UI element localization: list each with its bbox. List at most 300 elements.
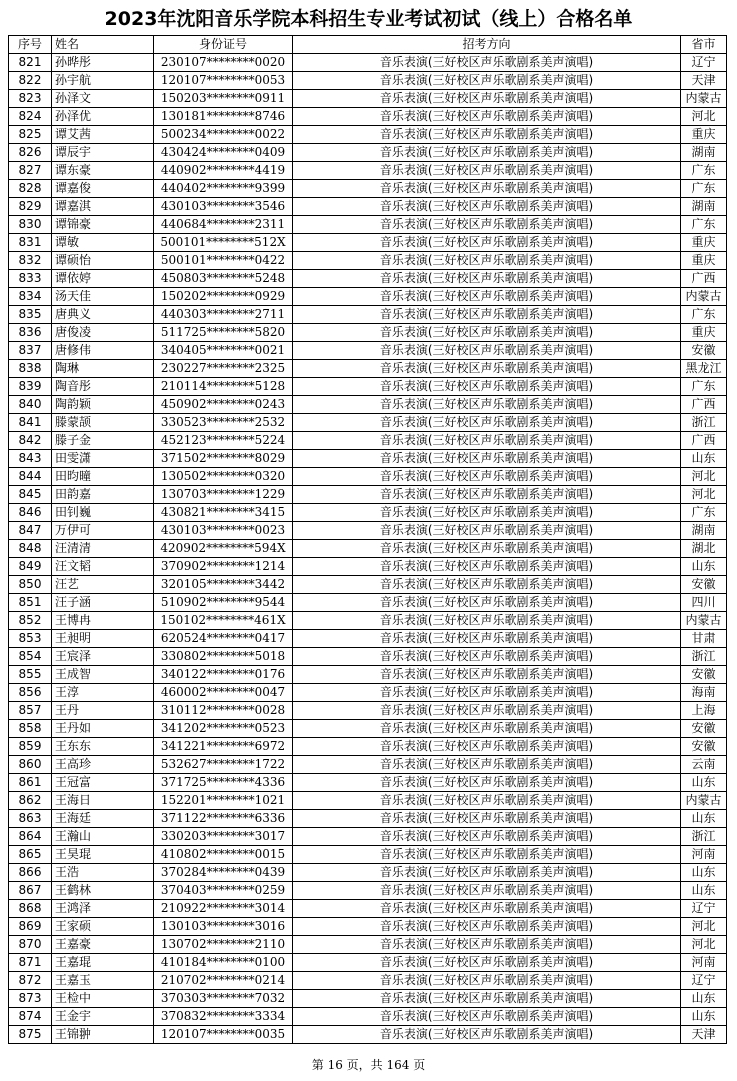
- page-title: 2023年沈阳音乐学院本科招生专业考试初试（线上）合格名单: [104, 8, 633, 30]
- row-name: 谭敏: [52, 234, 154, 252]
- row-id-number: 430103********0023: [154, 522, 293, 540]
- row-seq: 868: [9, 900, 52, 918]
- row-id-number: 370832********3334: [154, 1008, 293, 1026]
- row-major: 音乐表演(三好校区声乐歌剧系美声演唱): [293, 900, 681, 918]
- row-province: 广东: [681, 180, 727, 198]
- header-province: 省市: [681, 36, 727, 54]
- row-seq: 866: [9, 864, 52, 882]
- row-id-number: 440684********2311: [154, 216, 293, 234]
- row-name: 王海廷: [52, 810, 154, 828]
- row-seq: 865: [9, 846, 52, 864]
- row-province: 广东: [681, 162, 727, 180]
- table-row: [9, 432, 727, 450]
- row-id-number: 440303********2711: [154, 306, 293, 324]
- row-name: 孙泽优: [52, 108, 154, 126]
- row-name: 王昊琨: [52, 846, 154, 864]
- row-seq: 838: [9, 360, 52, 378]
- row-province: 广西: [681, 270, 727, 288]
- row-seq: 842: [9, 432, 52, 450]
- row-major: 音乐表演(三好校区声乐歌剧系美声演唱): [293, 828, 681, 846]
- row-province: 湖南: [681, 144, 727, 162]
- row-province: 重庆: [681, 252, 727, 270]
- row-seq: 857: [9, 702, 52, 720]
- header-seq: 序号: [9, 36, 52, 54]
- row-name: 田韵嘉: [52, 486, 154, 504]
- row-province: 重庆: [681, 234, 727, 252]
- row-name: 王海日: [52, 792, 154, 810]
- row-major: 音乐表演(三好校区声乐歌剧系美声演唱): [293, 234, 681, 252]
- row-major: 音乐表演(三好校区声乐歌剧系美声演唱): [293, 450, 681, 468]
- row-name: 唐俊凌: [52, 324, 154, 342]
- row-major: 音乐表演(三好校区声乐歌剧系美声演唱): [293, 54, 681, 72]
- row-seq: 824: [9, 108, 52, 126]
- row-name: 汤天佳: [52, 288, 154, 306]
- row-major: 音乐表演(三好校区声乐歌剧系美声演唱): [293, 162, 681, 180]
- row-name: 孙晔彤: [52, 54, 154, 72]
- row-seq: 863: [9, 810, 52, 828]
- row-id-number: 150202********0929: [154, 288, 293, 306]
- table-row: [9, 738, 727, 756]
- row-province: 四川: [681, 594, 727, 612]
- row-province: 山东: [681, 1008, 727, 1026]
- row-id-number: 410802********0015: [154, 846, 293, 864]
- row-province: 河南: [681, 954, 727, 972]
- row-id-number: 430424********0409: [154, 144, 293, 162]
- row-id-number: 511725********5820: [154, 324, 293, 342]
- row-id-number: 120107********0053: [154, 72, 293, 90]
- table-row: [9, 900, 727, 918]
- row-id-number: 410184********0100: [154, 954, 293, 972]
- row-name: 汪清清: [52, 540, 154, 558]
- row-seq: 828: [9, 180, 52, 198]
- row-major: 音乐表演(三好校区声乐歌剧系美声演唱): [293, 396, 681, 414]
- row-province: 广东: [681, 504, 727, 522]
- table-row: [9, 72, 727, 90]
- row-major: 音乐表演(三好校区声乐歌剧系美声演唱): [293, 648, 681, 666]
- row-id-number: 370284********0439: [154, 864, 293, 882]
- row-seq: 843: [9, 450, 52, 468]
- table-row: [9, 846, 727, 864]
- row-id-number: 130702********2110: [154, 936, 293, 954]
- table-row: [9, 486, 727, 504]
- row-id-number: 532627********1722: [154, 756, 293, 774]
- row-name: 谭锦豪: [52, 216, 154, 234]
- row-seq: 848: [9, 540, 52, 558]
- row-name: 陶琳: [52, 360, 154, 378]
- row-id-number: 620524********0417: [154, 630, 293, 648]
- row-name: 谭嘉俊: [52, 180, 154, 198]
- table-row: [9, 828, 727, 846]
- row-id-number: 330203********3017: [154, 828, 293, 846]
- row-name: 王丹: [52, 702, 154, 720]
- row-name: 陶音彤: [52, 378, 154, 396]
- row-id-number: 450902********0243: [154, 396, 293, 414]
- table-row: [9, 576, 727, 594]
- row-major: 音乐表演(三好校区声乐歌剧系美声演唱): [293, 630, 681, 648]
- row-major: 音乐表演(三好校区声乐歌剧系美声演唱): [293, 198, 681, 216]
- row-province: 内蒙古: [681, 90, 727, 108]
- row-province: 内蒙古: [681, 288, 727, 306]
- table-row: [9, 954, 727, 972]
- row-id-number: 420902********594X: [154, 540, 293, 558]
- row-seq: 830: [9, 216, 52, 234]
- row-province: 安徽: [681, 720, 727, 738]
- row-province: 湖北: [681, 540, 727, 558]
- table-row: [9, 270, 727, 288]
- row-name: 汪文韬: [52, 558, 154, 576]
- row-province: 上海: [681, 702, 727, 720]
- row-seq: 872: [9, 972, 52, 990]
- row-province: 山东: [681, 450, 727, 468]
- table-row: [9, 324, 727, 342]
- row-id-number: 452123********5224: [154, 432, 293, 450]
- row-seq: 875: [9, 1026, 52, 1044]
- row-major: 音乐表演(三好校区声乐歌剧系美声演唱): [293, 522, 681, 540]
- row-name: 王鸿泽: [52, 900, 154, 918]
- table-row: [9, 1008, 727, 1026]
- row-province: 广西: [681, 396, 727, 414]
- row-province: 河北: [681, 468, 727, 486]
- row-id-number: 230107********0020: [154, 54, 293, 72]
- row-seq: 836: [9, 324, 52, 342]
- row-major: 音乐表演(三好校区声乐歌剧系美声演唱): [293, 558, 681, 576]
- row-id-number: 210702********0214: [154, 972, 293, 990]
- row-major: 音乐表演(三好校区声乐歌剧系美声演唱): [293, 954, 681, 972]
- row-name: 滕蒙颉: [52, 414, 154, 432]
- row-major: 音乐表演(三好校区声乐歌剧系美声演唱): [293, 108, 681, 126]
- table-row: [9, 144, 727, 162]
- row-name: 王家硕: [52, 918, 154, 936]
- table-row: [9, 162, 727, 180]
- table-row: [9, 180, 727, 198]
- row-province: 甘肃: [681, 630, 727, 648]
- row-seq: 846: [9, 504, 52, 522]
- row-major: 音乐表演(三好校区声乐歌剧系美声演唱): [293, 846, 681, 864]
- row-seq: 829: [9, 198, 52, 216]
- table-row: [9, 396, 727, 414]
- row-name: 谭辰宇: [52, 144, 154, 162]
- row-name: 汪子涵: [52, 594, 154, 612]
- row-id-number: 450803********5248: [154, 270, 293, 288]
- row-major: 音乐表演(三好校区声乐歌剧系美声演唱): [293, 936, 681, 954]
- table-row: [9, 378, 727, 396]
- row-major: 音乐表演(三好校区声乐歌剧系美声演唱): [293, 864, 681, 882]
- row-seq: 867: [9, 882, 52, 900]
- row-id-number: 341202********0523: [154, 720, 293, 738]
- row-major: 音乐表演(三好校区声乐歌剧系美声演唱): [293, 90, 681, 108]
- row-province: 安徽: [681, 342, 727, 360]
- row-major: 音乐表演(三好校区声乐歌剧系美声演唱): [293, 792, 681, 810]
- row-major: 音乐表演(三好校区声乐歌剧系美声演唱): [293, 360, 681, 378]
- row-major: 音乐表演(三好校区声乐歌剧系美声演唱): [293, 594, 681, 612]
- row-major: 音乐表演(三好校区声乐歌剧系美声演唱): [293, 126, 681, 144]
- table-row: [9, 792, 727, 810]
- row-name: 谭硕怡: [52, 252, 154, 270]
- row-major: 音乐表演(三好校区声乐歌剧系美声演唱): [293, 1008, 681, 1026]
- table-row: [9, 666, 727, 684]
- row-id-number: 371122********6336: [154, 810, 293, 828]
- row-seq: 826: [9, 144, 52, 162]
- row-name: 滕子金: [52, 432, 154, 450]
- row-seq: 858: [9, 720, 52, 738]
- row-name: 田雯潇: [52, 450, 154, 468]
- row-name: 唐典义: [52, 306, 154, 324]
- row-id-number: 130181********8746: [154, 108, 293, 126]
- row-seq: 850: [9, 576, 52, 594]
- row-major: 音乐表演(三好校区声乐歌剧系美声演唱): [293, 486, 681, 504]
- row-major: 音乐表演(三好校区声乐歌剧系美声演唱): [293, 612, 681, 630]
- row-seq: 873: [9, 990, 52, 1008]
- row-province: 山东: [681, 774, 727, 792]
- row-province: 重庆: [681, 126, 727, 144]
- row-seq: 822: [9, 72, 52, 90]
- row-province: 广东: [681, 306, 727, 324]
- table-row: [9, 252, 727, 270]
- row-seq: 869: [9, 918, 52, 936]
- row-id-number: 310112********0028: [154, 702, 293, 720]
- row-province: 云南: [681, 756, 727, 774]
- row-name: 谭东豪: [52, 162, 154, 180]
- row-id-number: 210114********5128: [154, 378, 293, 396]
- row-id-number: 370303********7032: [154, 990, 293, 1008]
- row-province: 河南: [681, 846, 727, 864]
- row-id-number: 510902********9544: [154, 594, 293, 612]
- table-row: [9, 288, 727, 306]
- row-id-number: 341221********6972: [154, 738, 293, 756]
- row-id-number: 120107********0035: [154, 1026, 293, 1044]
- table-row: [9, 216, 727, 234]
- table-row: [9, 756, 727, 774]
- row-major: 音乐表演(三好校区声乐歌剧系美声演唱): [293, 684, 681, 702]
- row-name: 万伊可: [52, 522, 154, 540]
- row-province: 湖南: [681, 522, 727, 540]
- row-province: 天津: [681, 72, 727, 90]
- row-id-number: 340122********0176: [154, 666, 293, 684]
- row-major: 音乐表演(三好校区声乐歌剧系美声演唱): [293, 918, 681, 936]
- row-name: 谭艾茜: [52, 126, 154, 144]
- table-row: [9, 504, 727, 522]
- page-footer: 第 16 页，共 164 页: [311, 1058, 426, 1072]
- row-province: 安徽: [681, 738, 727, 756]
- row-province: 浙江: [681, 648, 727, 666]
- table-row: [9, 342, 727, 360]
- table-row: [9, 990, 727, 1008]
- row-major: 音乐表演(三好校区声乐歌剧系美声演唱): [293, 702, 681, 720]
- row-major: 音乐表演(三好校区声乐歌剧系美声演唱): [293, 180, 681, 198]
- table-row: [9, 198, 727, 216]
- row-major: 音乐表演(三好校区声乐歌剧系美声演唱): [293, 720, 681, 738]
- row-name: 王高珍: [52, 756, 154, 774]
- row-province: 天津: [681, 1026, 727, 1044]
- row-major: 音乐表演(三好校区声乐歌剧系美声演唱): [293, 810, 681, 828]
- row-province: 山东: [681, 864, 727, 882]
- row-id-number: 370902********1214: [154, 558, 293, 576]
- row-province: 黑龙江: [681, 360, 727, 378]
- row-seq: 874: [9, 1008, 52, 1026]
- row-major: 音乐表演(三好校区声乐歌剧系美声演唱): [293, 468, 681, 486]
- row-seq: 827: [9, 162, 52, 180]
- row-seq: 870: [9, 936, 52, 954]
- table-row: [9, 558, 727, 576]
- row-province: 浙江: [681, 414, 727, 432]
- row-seq: 834: [9, 288, 52, 306]
- row-major: 音乐表演(三好校区声乐歌剧系美声演唱): [293, 324, 681, 342]
- row-id-number: 152201********1021: [154, 792, 293, 810]
- row-seq: 844: [9, 468, 52, 486]
- row-province: 安徽: [681, 576, 727, 594]
- table-row: [9, 918, 727, 936]
- table-header-row: [9, 36, 727, 54]
- row-seq: 864: [9, 828, 52, 846]
- row-id-number: 210922********3014: [154, 900, 293, 918]
- table-row: [9, 702, 727, 720]
- row-province: 河北: [681, 936, 727, 954]
- row-province: 广东: [681, 216, 727, 234]
- row-name: 孙泽文: [52, 90, 154, 108]
- row-id-number: 130502********0320: [154, 468, 293, 486]
- row-major: 音乐表演(三好校区声乐歌剧系美声演唱): [293, 216, 681, 234]
- header-name: 姓名: [52, 36, 154, 54]
- row-seq: 831: [9, 234, 52, 252]
- row-seq: 852: [9, 612, 52, 630]
- row-province: 内蒙古: [681, 612, 727, 630]
- row-seq: 851: [9, 594, 52, 612]
- row-name: 王东东: [52, 738, 154, 756]
- row-seq: 821: [9, 54, 52, 72]
- row-province: 内蒙古: [681, 792, 727, 810]
- row-name: 王浩: [52, 864, 154, 882]
- row-seq: 839: [9, 378, 52, 396]
- row-province: 浙江: [681, 828, 727, 846]
- row-seq: 854: [9, 648, 52, 666]
- row-id-number: 130103********3016: [154, 918, 293, 936]
- row-province: 重庆: [681, 324, 727, 342]
- row-seq: 825: [9, 126, 52, 144]
- row-major: 音乐表演(三好校区声乐歌剧系美声演唱): [293, 990, 681, 1008]
- row-province: 山东: [681, 990, 727, 1008]
- row-seq: 871: [9, 954, 52, 972]
- row-id-number: 500101********512X: [154, 234, 293, 252]
- table-row: [9, 90, 727, 108]
- header-id: 身份证号: [154, 36, 293, 54]
- row-id-number: 150203********0911: [154, 90, 293, 108]
- row-major: 音乐表演(三好校区声乐歌剧系美声演唱): [293, 756, 681, 774]
- row-major: 音乐表演(三好校区声乐歌剧系美声演唱): [293, 252, 681, 270]
- table-row: [9, 684, 727, 702]
- row-seq: 862: [9, 792, 52, 810]
- row-seq: 837: [9, 342, 52, 360]
- row-id-number: 430103********3546: [154, 198, 293, 216]
- table-row: [9, 522, 727, 540]
- row-major: 音乐表演(三好校区声乐歌剧系美声演唱): [293, 504, 681, 522]
- row-major: 音乐表演(三好校区声乐歌剧系美声演唱): [293, 882, 681, 900]
- row-id-number: 371725********4336: [154, 774, 293, 792]
- table-row: [9, 306, 727, 324]
- row-province: 河北: [681, 918, 727, 936]
- table-row: [9, 594, 727, 612]
- row-major: 音乐表演(三好校区声乐歌剧系美声演唱): [293, 432, 681, 450]
- row-id-number: 320105********3442: [154, 576, 293, 594]
- row-name: 王丹如: [52, 720, 154, 738]
- table-row: [9, 648, 727, 666]
- row-major: 音乐表演(三好校区声乐歌剧系美声演唱): [293, 288, 681, 306]
- row-name: 王淳: [52, 684, 154, 702]
- row-name: 汪艺: [52, 576, 154, 594]
- row-province: 山东: [681, 558, 727, 576]
- row-major: 音乐表演(三好校区声乐歌剧系美声演唱): [293, 144, 681, 162]
- row-name: 王博冉: [52, 612, 154, 630]
- table-row: [9, 972, 727, 990]
- table-row: [9, 612, 727, 630]
- row-id-number: 230227********2325: [154, 360, 293, 378]
- table-row: [9, 468, 727, 486]
- row-province: 辽宁: [681, 900, 727, 918]
- table-row: [9, 810, 727, 828]
- row-province: 辽宁: [681, 972, 727, 990]
- row-seq: 859: [9, 738, 52, 756]
- row-id-number: 460002********0047: [154, 684, 293, 702]
- row-province: 河北: [681, 108, 727, 126]
- row-major: 音乐表演(三好校区声乐歌剧系美声演唱): [293, 306, 681, 324]
- table-row: [9, 360, 727, 378]
- row-major: 音乐表演(三好校区声乐歌剧系美声演唱): [293, 270, 681, 288]
- row-province: 安徽: [681, 666, 727, 684]
- row-seq: 832: [9, 252, 52, 270]
- row-name: 王锦翀: [52, 1026, 154, 1044]
- row-major: 音乐表演(三好校区声乐歌剧系美声演唱): [293, 738, 681, 756]
- row-major: 音乐表演(三好校区声乐歌剧系美声演唱): [293, 972, 681, 990]
- row-name: 王昶明: [52, 630, 154, 648]
- row-province: 山东: [681, 810, 727, 828]
- row-major: 音乐表演(三好校区声乐歌剧系美声演唱): [293, 342, 681, 360]
- row-major: 音乐表演(三好校区声乐歌剧系美声演唱): [293, 414, 681, 432]
- row-id-number: 370403********0259: [154, 882, 293, 900]
- row-seq: 849: [9, 558, 52, 576]
- row-seq: 860: [9, 756, 52, 774]
- row-name: 陶韵颖: [52, 396, 154, 414]
- row-major: 音乐表演(三好校区声乐歌剧系美声演唱): [293, 666, 681, 684]
- admission-table: [8, 35, 727, 1044]
- row-name: 谭嘉淇: [52, 198, 154, 216]
- row-major: 音乐表演(三好校区声乐歌剧系美声演唱): [293, 774, 681, 792]
- table-row: [9, 108, 727, 126]
- table-row: [9, 126, 727, 144]
- table-row: [9, 540, 727, 558]
- table-row: [9, 864, 727, 882]
- row-province: 辽宁: [681, 54, 727, 72]
- row-name: 王冠富: [52, 774, 154, 792]
- row-name: 王瀚山: [52, 828, 154, 846]
- row-province: 山东: [681, 882, 727, 900]
- row-name: 王鹤林: [52, 882, 154, 900]
- row-name: 田昀曈: [52, 468, 154, 486]
- table-row: [9, 1026, 727, 1044]
- row-major: 音乐表演(三好校区声乐歌剧系美声演唱): [293, 72, 681, 90]
- row-id-number: 150102********461X: [154, 612, 293, 630]
- row-id-number: 130703********1229: [154, 486, 293, 504]
- row-name: 王嘉琨: [52, 954, 154, 972]
- row-name: 孙宇航: [52, 72, 154, 90]
- row-seq: 840: [9, 396, 52, 414]
- table-row: [9, 774, 727, 792]
- row-province: 河北: [681, 486, 727, 504]
- row-name: 王宸泽: [52, 648, 154, 666]
- row-major: 音乐表演(三好校区声乐歌剧系美声演唱): [293, 576, 681, 594]
- row-id-number: 430821********3415: [154, 504, 293, 522]
- row-name: 王嘉豪: [52, 936, 154, 954]
- row-seq: 853: [9, 630, 52, 648]
- table-row: [9, 414, 727, 432]
